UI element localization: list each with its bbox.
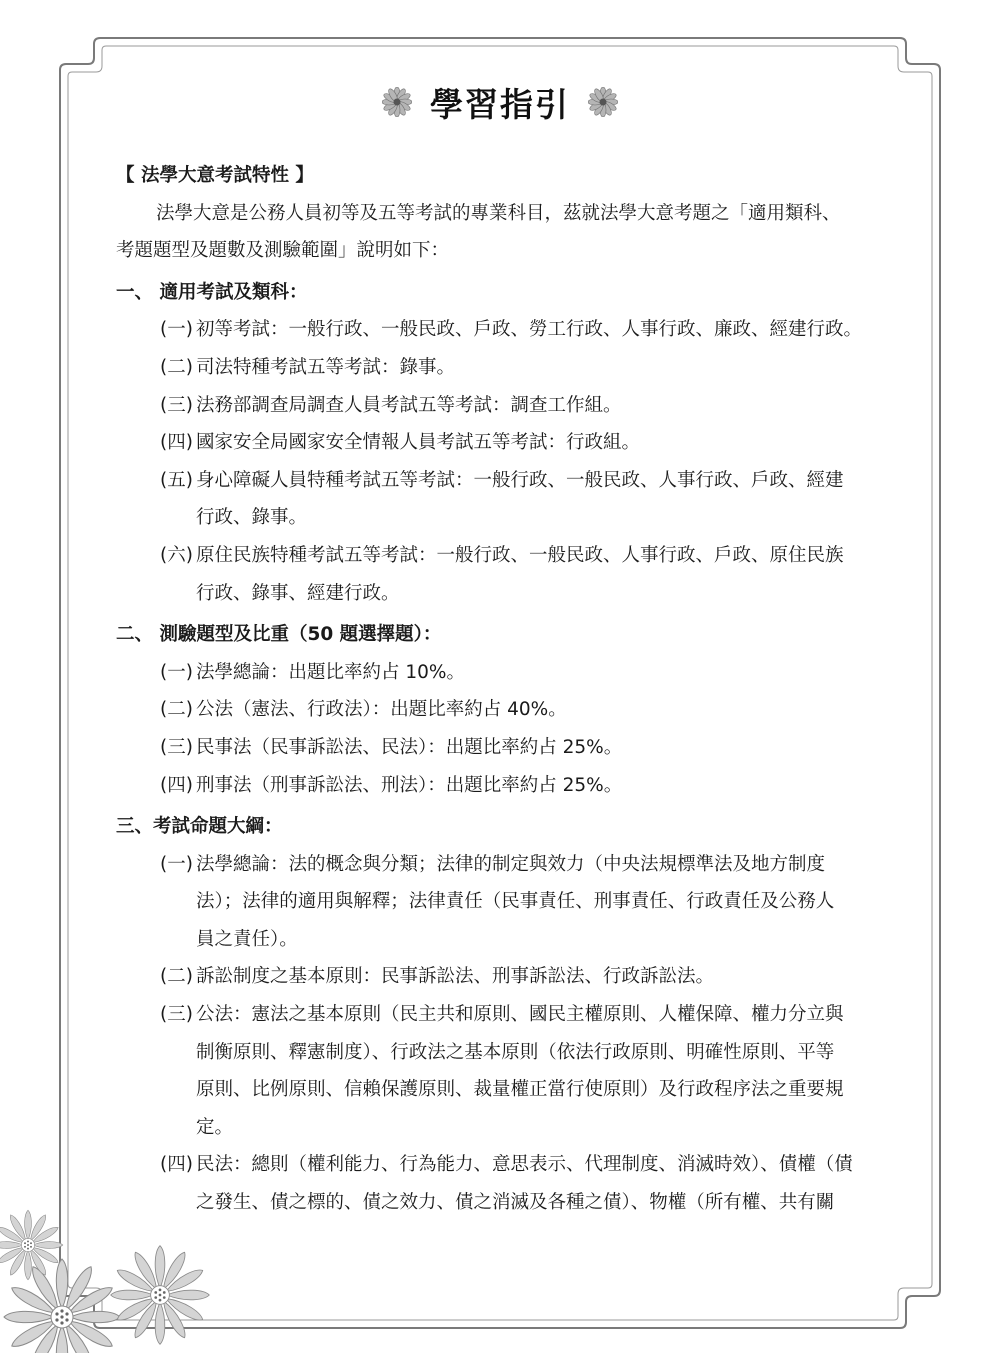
intro-line: 法學大意是公務人員初等及五等考試的專業科目，茲就法學大意考題之「適用類科、: [156, 202, 841, 224]
list-item: [116, 349, 886, 387]
item-text: 國家安全局國家安全情報人員考試五等考試：行政組。: [196, 432, 641, 454]
list-item: [116, 654, 886, 692]
item-number: (一): [160, 319, 193, 341]
item-text: 訴訟制度之基本原則：民事訴訟法、刑事訴訟法、行政訴訟法。: [196, 966, 715, 988]
item-text: 法務部調查局調查人員考試五等考試：調查工作組。: [196, 394, 622, 416]
item-text: 法學總論：出題比率約占 10%。: [196, 661, 466, 683]
item-text: 身心障礙人員特種考試五等考試：一般行政、一般民政、人事行政、戶政、經建 行政、錄事。: [196, 469, 844, 529]
item-number: (一): [160, 853, 193, 875]
item-text: 原住民族特種考試五等考試：一般行政、一般民政、人事行政、戶政、原住民族 行政、錄事、經建行政。: [196, 544, 844, 604]
list-item: [116, 311, 886, 349]
title-bar: [0, 80, 1000, 124]
list-item: [116, 462, 886, 537]
item-text: 法學總論：法的概念與分類；法律的制定與效力（中央法規標準法及地方制度 法）；法律的適用與解釋；法律責任（民事責任、刑事責任、行政責任及公務人 員之責任）。: [196, 853, 835, 950]
flower-icon: [382, 87, 412, 117]
item-number: (五): [160, 469, 193, 491]
daisy-flowers-decoration: [0, 1205, 260, 1353]
item-number: (四): [160, 432, 193, 454]
list-item: [116, 767, 886, 805]
section-title: 【 法學大意考試特性 】: [116, 165, 314, 186]
list-item: [116, 387, 886, 425]
list-item: [116, 729, 886, 767]
item-number: (三): [160, 736, 193, 758]
item-number: (四): [160, 774, 193, 796]
list-item: [116, 958, 886, 996]
item-text: 民法：總則（權利能力、行為能力、意思表示、代理制度、消滅時效）、債權（債 之發生、債之標的、債之效力、債之消滅及各種之債）、物權（所有權、共有關: [196, 1154, 853, 1214]
page-title: 學習指引: [430, 84, 570, 124]
list-item: [116, 424, 886, 462]
item-number: (六): [160, 544, 193, 566]
item-number: (二): [160, 356, 193, 378]
item-text: 刑事法（刑事訴訟法、刑法）：出題比率約占 25%。: [196, 774, 623, 796]
item-text: 公法（憲法、行政法）：出題比率約占 40%。: [196, 699, 567, 721]
intro-line: 考題題型及題數及測驗範圍」說明如下：: [116, 240, 450, 262]
item-number: (二): [160, 966, 193, 988]
document-body: [116, 157, 886, 1222]
list-item: [116, 537, 886, 612]
item-number: (三): [160, 394, 193, 416]
item-text: 初等考試：一般行政、一般民政、戶政、勞工行政、人事行政、廉政、經建行政。: [196, 319, 863, 341]
intro-paragraph: [116, 195, 886, 270]
item-number: (一): [160, 661, 193, 683]
section-heading-2: 二、 測驗題型及比重（50 題選擇題）：: [116, 624, 442, 646]
section-heading-3: 三、考試命題大綱：: [116, 816, 283, 838]
item-number: (四): [160, 1154, 193, 1176]
item-number: (三): [160, 1004, 193, 1026]
flower-icon: [588, 87, 618, 117]
list-item: [116, 691, 886, 729]
item-text: 公法：憲法之基本原則（民主共和原則、國民主權原則、人權保障、權力分立與 制衡原則、釋憲制度）、行政法之基本原則（依法行政原則、明確性原則、平等 原則、比例原則、信賴保護原則、裁量權正當行使原則）及行政程序法之重要規 定。: [196, 1004, 844, 1138]
list-item: [116, 996, 886, 1146]
item-number: (二): [160, 699, 193, 721]
list-item: [116, 846, 886, 959]
section-heading-1: 一、 適用考試及類科：: [116, 281, 308, 303]
item-text: 民事法（民事訴訟法、民法）：出題比率約占 25%。: [196, 736, 623, 758]
item-text: 司法特種考試五等考試：錄事。: [196, 356, 456, 378]
